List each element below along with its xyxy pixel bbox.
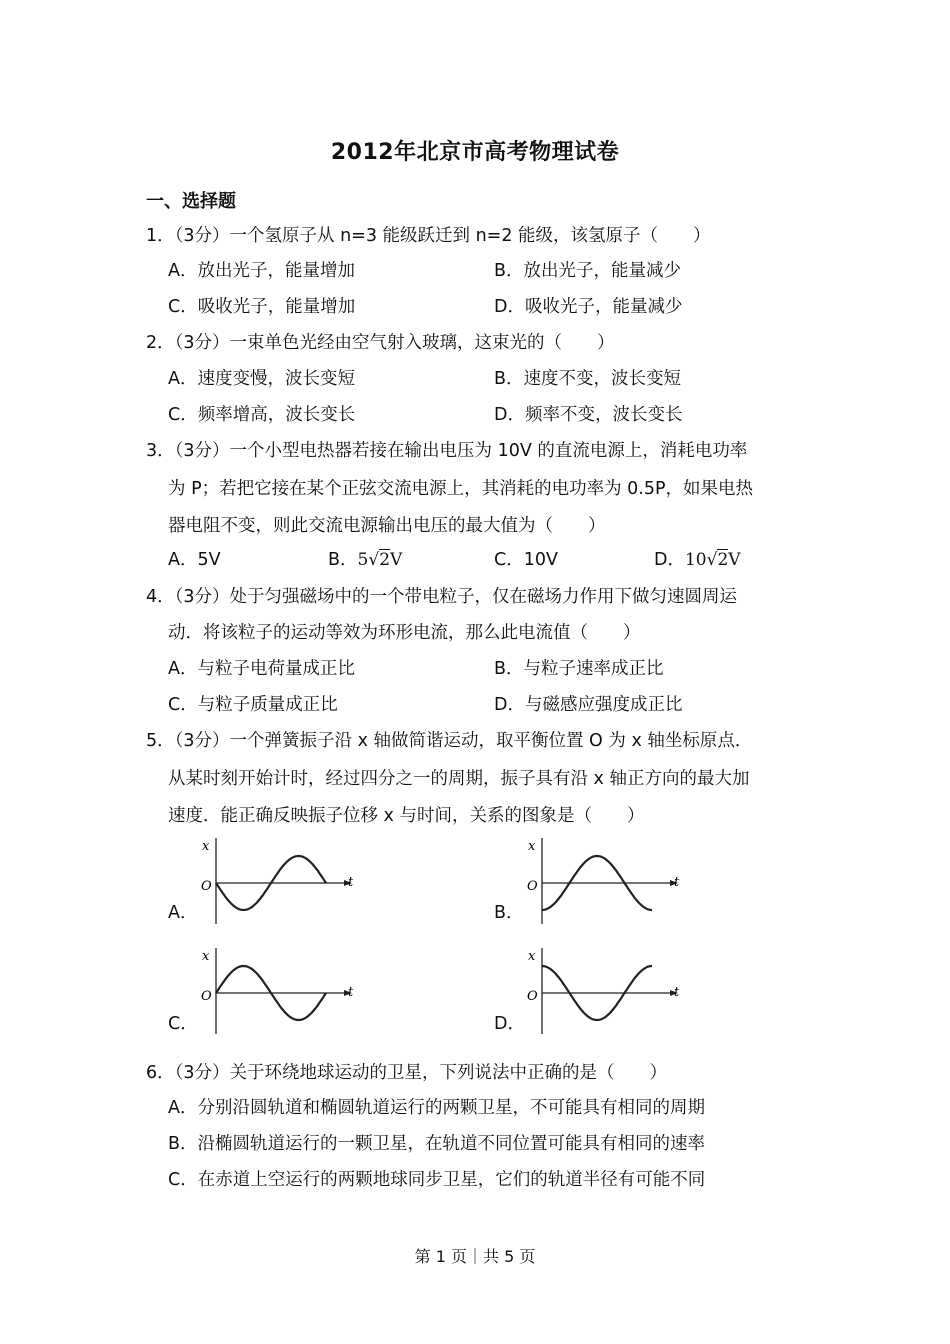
graph-b-x-label: x [528, 839, 536, 854]
graph-c-x-label: x [202, 949, 210, 964]
q3-option-b-label: B． [328, 550, 358, 570]
question-6: 6．（3分）关于环绕地球运动的卫星，下列说法中正确的是（ ） [146, 1063, 668, 1083]
graph-c-origin: O [201, 989, 212, 1004]
q1-option-b: B．放出光子，能量减少 [494, 261, 682, 281]
q4-option-c: C．与粒子质量成正比 [168, 695, 338, 715]
q4-option-d: D．与磁感应强度成正比 [494, 695, 683, 715]
q2-option-b: B．速度不变，波长变短 [494, 369, 682, 389]
page-title: 2012年北京市高考物理试卷 [330, 140, 620, 165]
q6-option-a: A．分别沿圆轨道和椭圆轨道运行的两颗卫星，不可能具有相同的周期 [168, 1098, 705, 1118]
question-3-line-1: 3．（3分）一个小型电热器若接在输出电压为 10V 的直流电源上，消耗电功率 [146, 441, 748, 461]
graph-c [196, 946, 366, 1036]
question-5-line-3: 速度．能正确反映振子位移 x 与时间，关系的图象是（ ） [168, 806, 645, 826]
graph-d [522, 946, 692, 1036]
q3-d-unit: V [728, 550, 741, 570]
q1-option-c: C．吸收光子，能量增加 [168, 297, 356, 317]
graph-b-t-label: t [674, 875, 680, 890]
q4-option-b: B．与粒子速率成正比 [494, 659, 664, 679]
q3-d-coef: 10 [684, 550, 707, 570]
q3-option-a: A．5V [168, 550, 221, 570]
q3-option-b [328, 548, 402, 572]
q6-option-b: B．沿椭圆轨道运行的一颗卫星，在轨道不同位置可能具有相同的速率 [168, 1134, 706, 1154]
question-1: 1．（3分）一个氢原子从 n=3 能级跃迁到 n=2 能级，该氢原子（ ） [146, 226, 711, 246]
q5-option-b: B． [494, 903, 524, 923]
sqrt-sign: √ [706, 550, 718, 570]
q3-b-radicand: 2 [379, 550, 391, 570]
section-heading: 一、选择题 [146, 191, 236, 212]
q3-option-b-math [358, 549, 403, 570]
q4-option-a: A．与粒子电荷量成正比 [168, 659, 355, 679]
graph-d-t-label: t [674, 985, 680, 1000]
graph-b-origin: O [527, 879, 538, 894]
question-4-line-2: 动．将该粒子的运动等效为环形电流，那么此电流值（ ） [168, 623, 641, 643]
graph-a [196, 836, 366, 926]
sqrt-sign: √ [368, 550, 380, 570]
graph-b [522, 836, 692, 926]
graph-a-x-label: x [202, 839, 210, 854]
page-footer: 第 1 页｜共 5 页 [414, 1247, 536, 1266]
q5-option-c: C． [168, 1014, 198, 1034]
graph-d-origin: O [527, 989, 538, 1004]
q5-option-d: D． [494, 1014, 525, 1034]
question-2: 2．（3分）一束单色光经由空气射入玻璃，这束光的（ ） [146, 333, 615, 353]
q5-option-a: A． [168, 903, 198, 923]
q1-option-a: A．放出光子，能量增加 [168, 261, 355, 281]
graph-c-t-label: t [348, 985, 354, 1000]
graph-d-x-label: x [528, 949, 536, 964]
q3-d-radicand: 2 [717, 550, 729, 570]
q3-b-unit: V [390, 550, 403, 570]
graph-a-t-label: t [348, 875, 354, 890]
graph-a-origin: O [201, 879, 212, 894]
q2-option-a: A．速度变慢，波长变短 [168, 369, 355, 389]
q2-option-c: C．频率增高，波长变长 [168, 405, 356, 425]
question-3-line-2: 为 P；若把它接在某个正弦交流电源上，其消耗的电功率为 0.5P，如果电热 [168, 479, 754, 499]
q3-option-d-math [685, 549, 741, 570]
q6-option-c: C．在赤道上空运行的两颗地球同步卫星，它们的轨道半径有可能不同 [168, 1170, 706, 1190]
question-3-line-3: 器电阻不变，则此交流电源输出电压的最大值为（ ） [168, 516, 606, 536]
q3-option-d-label: D． [654, 550, 685, 570]
q3-option-d [654, 548, 741, 572]
question-4-line-1: 4．（3分）处于匀强磁场中的一个带电粒子，仅在磁场力作用下做匀速圆周运 [146, 587, 738, 607]
q3-b-coef: 5 [357, 550, 369, 570]
q1-option-d: D．吸收光子，能量减少 [494, 297, 683, 317]
question-5-line-2: 从某时刻开始计时，经过四分之一的周期，振子具有沿 x 轴正方向的最大加 [168, 769, 750, 789]
q3-option-c: C．10V [494, 550, 558, 570]
q2-option-d: D．频率不变，波长变长 [494, 405, 683, 425]
question-5-line-1: 5．（3分）一个弹簧振子沿 x 轴做简谐运动，取平衡位置 O 为 x 轴坐标原点． [146, 731, 753, 751]
